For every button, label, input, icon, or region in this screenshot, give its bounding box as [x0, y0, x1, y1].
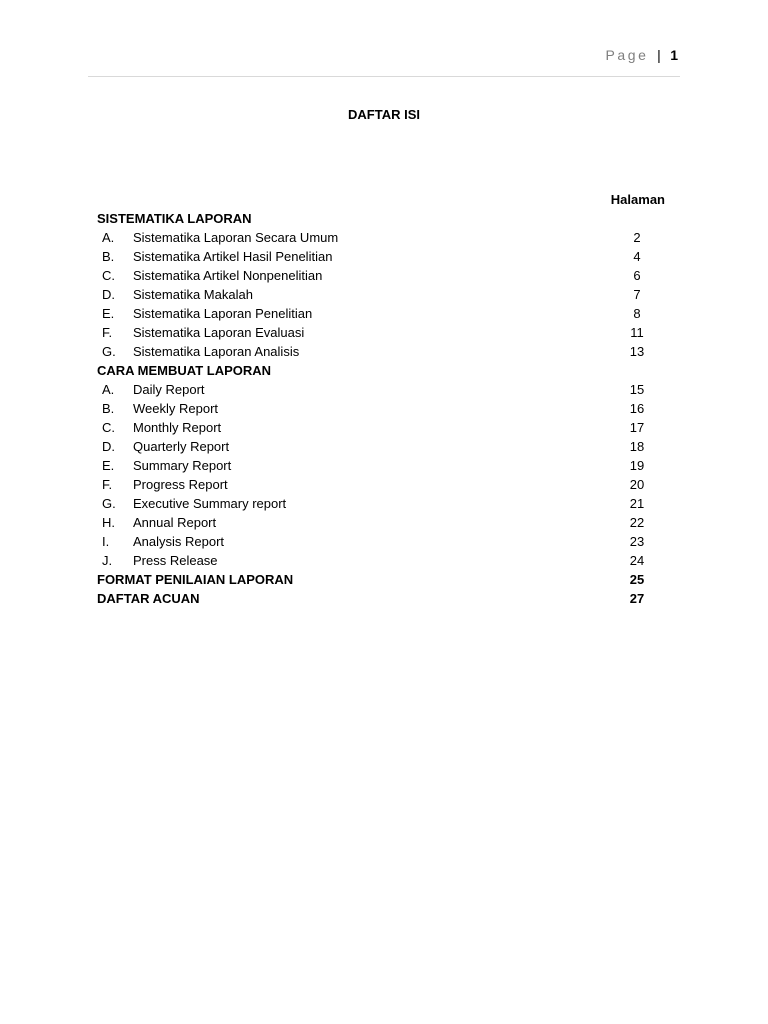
- toc-entry: [97, 342, 677, 361]
- entry-page: 24: [629, 553, 645, 568]
- toc-entry: [97, 456, 677, 475]
- entry-letter: I.: [102, 534, 110, 549]
- entry-letter: C.: [102, 268, 115, 283]
- entry-page: 13: [629, 344, 645, 359]
- entry-page: 22: [629, 515, 645, 530]
- table-of-contents: [97, 209, 677, 608]
- toc-entry: [97, 399, 677, 418]
- entry-page: 20: [629, 477, 645, 492]
- document-title: DAFTAR ISI: [348, 107, 420, 122]
- section-title: FORMAT PENILAIAN LAPORAN: [97, 572, 294, 587]
- entry-letter: A.: [102, 230, 115, 245]
- toc-section-heading: [97, 209, 677, 228]
- entry-title: Sistematika Artikel Hasil Penelitian: [133, 249, 333, 264]
- page-separator: |: [657, 47, 661, 63]
- entry-letter: B.: [102, 249, 115, 264]
- entry-letter: F.: [102, 325, 113, 340]
- toc-entry: [97, 475, 677, 494]
- toc-section-heading: [97, 570, 677, 589]
- toc-entry: [97, 266, 677, 285]
- toc-entry: [97, 285, 677, 304]
- entry-letter: C.: [102, 420, 115, 435]
- toc-entry: [97, 532, 677, 551]
- entry-letter: F.: [102, 477, 113, 492]
- entry-letter: D.: [102, 439, 115, 454]
- toc-entry: [97, 418, 677, 437]
- entry-title: Daily Report: [133, 382, 205, 397]
- entry-page: 21: [629, 496, 645, 511]
- entry-title: Sistematika Makalah: [133, 287, 253, 302]
- entry-letter: H.: [102, 515, 115, 530]
- entry-title: Analysis Report: [133, 534, 225, 549]
- entry-title: Sistematika Artikel Nonpenelitian: [133, 268, 323, 283]
- entry-letter: G.: [102, 496, 116, 511]
- entry-page: 7: [633, 287, 641, 302]
- entry-page: 17: [629, 420, 645, 435]
- page-header: [605, 47, 678, 63]
- entry-letter: A.: [102, 382, 115, 397]
- entry-title: Progress Report: [133, 477, 228, 492]
- entry-letter: E.: [102, 306, 115, 321]
- toc-entry: [97, 228, 677, 247]
- entry-page: 19: [629, 458, 645, 473]
- toc-entry: [97, 551, 677, 570]
- toc-entry: [97, 247, 677, 266]
- section-title: SISTEMATIKA LAPORAN: [97, 211, 252, 226]
- entry-letter: G.: [102, 344, 116, 359]
- entry-page: 11: [630, 325, 644, 340]
- toc-entry: [97, 437, 677, 456]
- toc-entry: [97, 494, 677, 513]
- entry-title: Sistematika Laporan Evaluasi: [133, 325, 305, 340]
- entry-page: 23: [629, 534, 645, 549]
- entry-title: Sistematika Laporan Penelitian: [133, 306, 313, 321]
- entry-page: 8: [633, 306, 641, 321]
- entry-page: 2: [633, 230, 641, 245]
- entry-page: 4: [633, 249, 641, 264]
- entry-page: 15: [629, 382, 645, 397]
- entry-title: Quarterly Report: [133, 439, 230, 454]
- entry-title: Monthly Report: [133, 420, 222, 435]
- page-label: Page: [605, 47, 649, 63]
- toc-entry: [97, 513, 677, 532]
- entry-page: 27: [629, 591, 645, 606]
- toc-section-heading: [97, 589, 677, 608]
- toc-entry: [97, 304, 677, 323]
- entry-page: 25: [629, 572, 645, 587]
- entry-title: Annual Report: [133, 515, 217, 530]
- entry-page: 6: [633, 268, 641, 283]
- page-number: 1: [670, 47, 678, 63]
- entry-title: Weekly Report: [133, 401, 219, 416]
- entry-title: Press Release: [133, 553, 218, 568]
- entry-title: Sistematika Laporan Analisis: [133, 344, 300, 359]
- toc-entry: [97, 380, 677, 399]
- entry-title: Sistematika Laporan Secara Umum: [133, 230, 339, 245]
- entry-page: 18: [629, 439, 645, 454]
- entry-letter: J.: [102, 553, 113, 568]
- entry-letter: D.: [102, 287, 115, 302]
- toc-entry: [97, 323, 677, 342]
- page-column-header: Halaman: [610, 192, 665, 207]
- section-title: DAFTAR ACUAN: [97, 591, 200, 606]
- entry-letter: E.: [102, 458, 115, 473]
- header-divider: [88, 76, 680, 77]
- toc-section-heading: [97, 361, 677, 380]
- entry-letter: B.: [102, 401, 115, 416]
- entry-page: 16: [629, 401, 645, 416]
- entry-title: Summary Report: [133, 458, 232, 473]
- section-title: CARA MEMBUAT LAPORAN: [97, 363, 272, 378]
- entry-title: Executive Summary report: [133, 496, 287, 511]
